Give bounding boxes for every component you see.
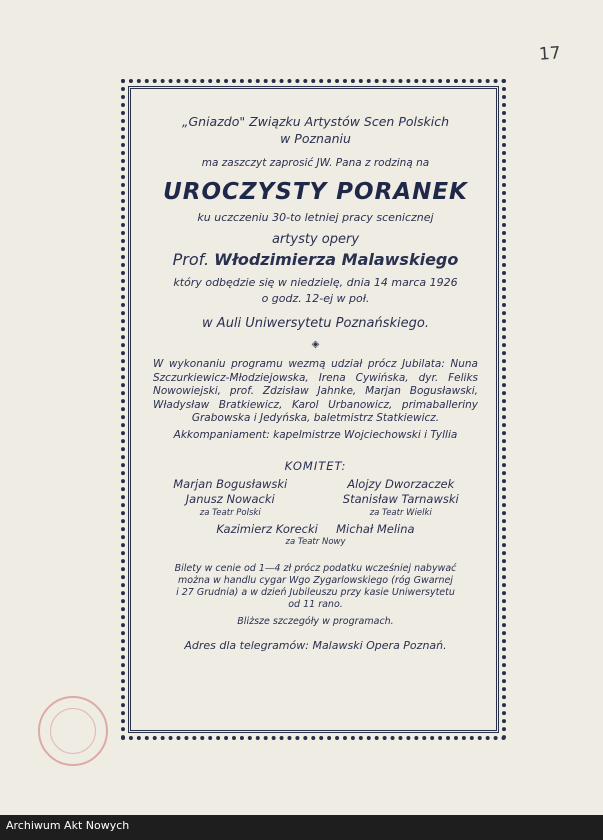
committee-bottom-row xyxy=(149,522,482,536)
invitation-line: ma zaszczyt zaprosić JW. Pana z rodziną na xyxy=(201,157,430,169)
event-time: o godz. 12-ej w poł. xyxy=(261,292,370,305)
committee-member: Alojzy Dworzaczek xyxy=(347,476,455,491)
committee-member: Kazimierz Korecki xyxy=(216,521,318,536)
ornamental-frame xyxy=(128,86,499,733)
artist-name xyxy=(149,250,482,269)
ticket-line: można w handlu cygar Wgo Zygarlowskiego (róg Gwarnej xyxy=(178,574,453,586)
page-number: 17 xyxy=(538,43,562,65)
event-title: UROCZYSTY PORANEK xyxy=(163,179,468,205)
ticket-line: i 27 Grudnia) a w dzień Jubileuszu przy kasie Uniwersytetu xyxy=(176,586,455,598)
details-note: Bliższe szczegóły w programach. xyxy=(237,615,394,627)
committee-title: KOMITET: xyxy=(284,458,347,473)
theater-affiliation: za Teatr Polski xyxy=(199,507,261,518)
committee-members xyxy=(149,477,482,520)
committee-member: Janusz Nowacki xyxy=(185,491,275,506)
ornament-icon: ◈ xyxy=(311,339,320,350)
committee-right-column xyxy=(320,477,483,520)
ticket-line: Bilety w cenie od 1—4 zł prócz podatku wcześniej nabywać xyxy=(174,562,457,574)
theater-affiliation: za Teatr Wielki xyxy=(369,507,432,518)
ticket-info xyxy=(149,563,482,611)
accompaniment-line: Akkompaniament: kapelmistrze Wojciechowski i Tyllia xyxy=(173,428,458,441)
artist-role: artysty opery xyxy=(271,232,360,247)
organization-line-1: „Gniazdo" Związku Artystów Scen Polskich xyxy=(181,114,450,129)
event-venue: w Auli Uniwersytetu Poznańskiego. xyxy=(202,316,429,331)
committee-left-column xyxy=(149,477,312,520)
invitation-content xyxy=(149,113,482,720)
committee-member: Marjan Bogusławski xyxy=(173,476,288,491)
archive-footer: Archiwum Akt Nowych xyxy=(6,819,130,832)
telegram-address: Adres dla telegramów: Malawski Opera Poznań. xyxy=(184,638,447,652)
organization-name xyxy=(149,113,482,147)
organization-line-2: w Poznaniu xyxy=(280,131,351,146)
archive-stamp-icon xyxy=(38,696,108,766)
event-date-time xyxy=(149,275,482,307)
committee-member: Michał Melina xyxy=(336,521,415,536)
program-participants: W wykonaniu programu wezmą udział prócz Jubilata: Nuna Szczurkiewicz-Młodziejowska, Irena Cywińska, dyr. Feliks Nowowiejski, prof. Zdzisław Jahnke, Marjan Bogusławski, Władysław Bratkiewicz, Karol Urbanowicz, primaballeriny Grabowska i Jedyńska, baletmistrz Statkiewicz. xyxy=(153,358,478,424)
artist-full-name: Włodzimierza Malawskiego xyxy=(214,250,459,269)
event-date: który odbędzie się w niedzielę, dnia 14 marca 1926 xyxy=(173,276,458,289)
committee-member: Stanisław Tarnawski xyxy=(342,491,459,506)
theater-affiliation: za Teatr Nowy xyxy=(285,536,346,547)
ticket-line: od 11 rano. xyxy=(288,598,343,610)
artist-title-prefix: Prof. xyxy=(172,250,210,269)
occasion-line: ku uczczeniu 30-to letniej pracy scenicznej xyxy=(197,211,434,224)
